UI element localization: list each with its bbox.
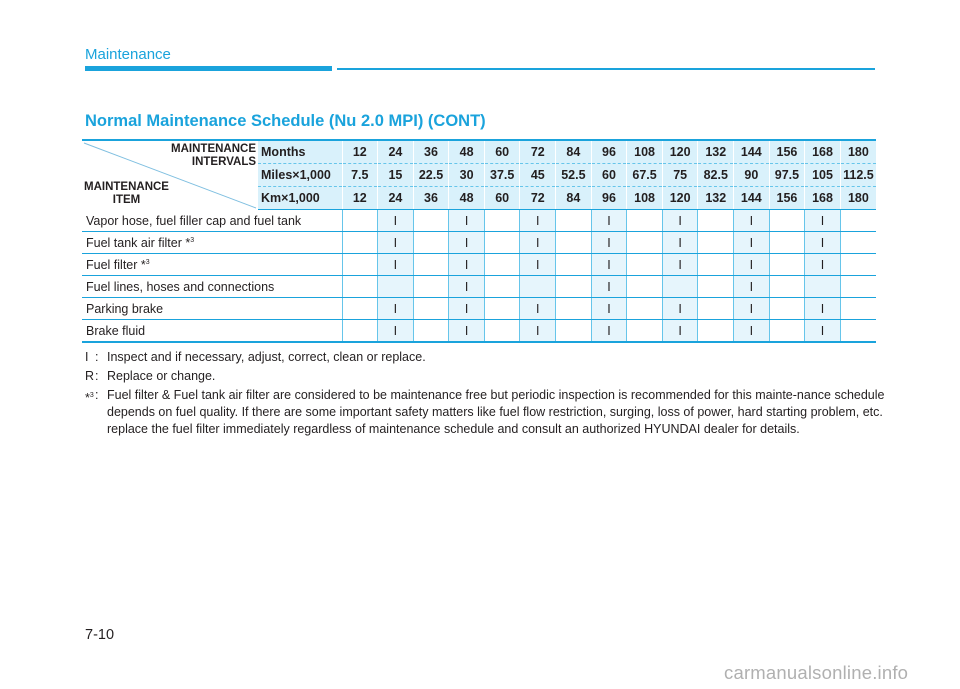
interval-value: 156: [769, 187, 805, 210]
interval-value: 48: [449, 187, 485, 210]
schedule-cell: I: [805, 232, 841, 254]
interval-value: 132: [698, 187, 734, 210]
schedule-cell: [840, 210, 876, 232]
note-text: Fuel filter & Fuel tank air filter are considered to be maintenance free but periodic inspection is recommended for this mainte-nance schedule depends on fuel quality. If there are some important safety matters like fuel flow restriction, surging, loss of power, hard starting problem, etc. replace the fuel filter immediately regardless of maintenance schedule and consult an authorized HYUNDAI dealer for details.: [107, 388, 885, 436]
header-rule-thin: [337, 68, 875, 70]
schedule-cell: [769, 254, 805, 276]
schedule-cell: I: [591, 298, 627, 320]
schedule-cell: I: [734, 210, 770, 232]
schedule-cell: I: [520, 298, 556, 320]
schedule-cell: [627, 232, 663, 254]
schedule-cell: [769, 298, 805, 320]
schedule-cell: I: [520, 254, 556, 276]
interval-value: 156: [769, 140, 805, 164]
interval-value: 75: [662, 164, 698, 187]
schedule-cell: I: [378, 254, 414, 276]
schedule-cell: I: [734, 298, 770, 320]
table-corner-header: [82, 140, 258, 210]
schedule-cell: I: [449, 320, 485, 343]
schedule-cell: [556, 298, 592, 320]
schedule-cell: [413, 298, 449, 320]
schedule-cell: I: [449, 298, 485, 320]
schedule-cell: I: [591, 320, 627, 343]
interval-value: 24: [378, 187, 414, 210]
interval-value: 96: [591, 187, 627, 210]
note: I : Inspect and if necessary, adjust, correct, clean or replace.: [85, 349, 885, 366]
schedule-cell: [342, 276, 378, 298]
schedule-cell: I: [662, 232, 698, 254]
header-rule-thick: [85, 66, 332, 71]
schedule-cell: [556, 254, 592, 276]
schedule-cell: I: [734, 232, 770, 254]
note-key: R: [85, 369, 95, 383]
note-text: Inspect and if necessary, adjust, correct, clean or replace.: [107, 350, 426, 364]
section-title: Maintenance: [85, 46, 171, 63]
maintenance-item: Vapor hose, fuel filler cap and fuel tank: [82, 210, 342, 232]
schedule-cell: [662, 276, 698, 298]
schedule-cell: [484, 254, 520, 276]
note-key: I: [85, 350, 89, 364]
note: R : Replace or change.: [85, 368, 885, 385]
interval-value: 60: [484, 187, 520, 210]
schedule-cell: [556, 320, 592, 343]
schedule-cell: [698, 320, 734, 343]
schedule-cell: [840, 276, 876, 298]
schedule-cell: I: [662, 210, 698, 232]
table-row: [82, 254, 876, 276]
schedule-cell: [840, 320, 876, 343]
schedule-cell: [556, 210, 592, 232]
interval-value: 120: [662, 140, 698, 164]
schedule-cell: [627, 254, 663, 276]
schedule-cell: [484, 320, 520, 343]
interval-value: 180: [840, 140, 876, 164]
maintenance-schedule-table: [82, 139, 876, 343]
interval-value: 67.5: [627, 164, 663, 187]
schedule-cell: I: [520, 232, 556, 254]
schedule-cell: I: [591, 232, 627, 254]
interval-value: 37.5: [484, 164, 520, 187]
interval-value: 48: [449, 140, 485, 164]
maintenance-item: Parking brake: [82, 298, 342, 320]
maintenance-item: Fuel filter *$^3$: [82, 254, 342, 276]
corner-intervals-label: MAINTENANCE INTERVALS: [171, 143, 257, 168]
table-row: [82, 210, 876, 232]
interval-value: 90: [734, 164, 770, 187]
schedule-cell: [627, 320, 663, 343]
schedule-cell: I: [449, 210, 485, 232]
interval-unit-label: Months: [258, 140, 342, 164]
interval-value: 45: [520, 164, 556, 187]
interval-value: 36: [413, 187, 449, 210]
table-row: [82, 276, 876, 298]
schedule-cell: I: [520, 210, 556, 232]
interval-value: 12: [342, 140, 378, 164]
schedule-cell: [484, 276, 520, 298]
schedule-cell: I: [734, 276, 770, 298]
schedule-cell: [769, 232, 805, 254]
schedule-cell: [413, 254, 449, 276]
interval-value: 96: [591, 140, 627, 164]
interval-value: 60: [591, 164, 627, 187]
schedule-cell: [627, 210, 663, 232]
interval-value: 22.5: [413, 164, 449, 187]
interval-value: 180: [840, 187, 876, 210]
interval-value: 30: [449, 164, 485, 187]
interval-value: 82.5: [698, 164, 734, 187]
interval-value: 112.5: [840, 164, 876, 187]
interval-value: 120: [662, 187, 698, 210]
interval-unit-label: Km×1,000: [258, 187, 342, 210]
table-row: [82, 298, 876, 320]
schedule-cell: [840, 298, 876, 320]
schedule-cell: I: [734, 320, 770, 343]
schedule-cell: I: [805, 298, 841, 320]
schedule-cell: [413, 320, 449, 343]
table-row: [82, 320, 876, 343]
interval-value: 24: [378, 140, 414, 164]
schedule-cell: [627, 276, 663, 298]
schedule-cell: [698, 232, 734, 254]
maintenance-item: Fuel tank air filter *$^3$: [82, 232, 342, 254]
interval-value: 84: [556, 187, 592, 210]
watermark: carmanualsonline.info: [724, 662, 909, 683]
interval-value: 168: [805, 140, 841, 164]
schedule-cell: [840, 254, 876, 276]
schedule-cell: [698, 254, 734, 276]
note: *$^3$ : Fuel filter & Fuel tank air filter are considered to be maintenance free but periodic inspection is recommended for this mainte-nance schedule depends on fuel quality. If there are some important safety matters like fuel flow restriction, surging, loss of power, hard starting problem, etc. replace the fuel filter immediately regardless of maintenance schedule and consult an authorized HYUNDAI dealer for details.: [85, 388, 885, 436]
schedule-cell: [342, 254, 378, 276]
maintenance-item: Fuel lines, hoses and connections: [82, 276, 342, 298]
schedule-cell: [627, 298, 663, 320]
interval-value: 72: [520, 187, 556, 210]
schedule-cell: [378, 276, 414, 298]
schedule-cell: I: [520, 320, 556, 343]
schedule-cell: [413, 210, 449, 232]
table-row: [82, 232, 876, 254]
schedule-cell: [840, 232, 876, 254]
interval-value: 105: [805, 164, 841, 187]
schedule-cell: [484, 210, 520, 232]
schedule-cell: I: [378, 320, 414, 343]
interval-value: 108: [627, 187, 663, 210]
note-key: *$^3$: [85, 391, 94, 406]
schedule-cell: I: [449, 232, 485, 254]
page-number: 7-10: [85, 627, 115, 643]
interval-value: 84: [556, 140, 592, 164]
schedule-cell: I: [449, 254, 485, 276]
schedule-cell: I: [662, 320, 698, 343]
schedule-cell: I: [449, 276, 485, 298]
schedule-cell: [484, 232, 520, 254]
interval-value: 12: [342, 187, 378, 210]
table-title: Normal Maintenance Schedule (Nu 2.0 MPI) (CONT): [85, 112, 486, 130]
interval-value: 108: [627, 140, 663, 164]
schedule-cell: I: [662, 298, 698, 320]
interval-unit-label: Miles×1,000: [258, 164, 342, 187]
schedule-cell: [556, 276, 592, 298]
schedule-cell: I: [378, 210, 414, 232]
schedule-cell: I: [662, 254, 698, 276]
schedule-cell: I: [805, 254, 841, 276]
note-text: Replace or change.: [107, 369, 216, 383]
notes: [85, 349, 885, 440]
interval-value: 168: [805, 187, 841, 210]
maintenance-item: Brake fluid: [82, 320, 342, 343]
corner-item-label: MAINTENANCE ITEM: [84, 181, 169, 206]
interval-value: 60: [484, 140, 520, 164]
schedule-cell: I: [591, 210, 627, 232]
schedule-cell: [342, 320, 378, 343]
interval-value: 7.5: [342, 164, 378, 187]
schedule-cell: [769, 276, 805, 298]
schedule-cell: [342, 298, 378, 320]
schedule-cell: I: [591, 254, 627, 276]
schedule-cell: [413, 232, 449, 254]
schedule-cell: [484, 298, 520, 320]
schedule-cell: [769, 320, 805, 343]
schedule-cell: [769, 210, 805, 232]
interval-value: 144: [734, 140, 770, 164]
interval-value: 72: [520, 140, 556, 164]
schedule-cell: [520, 276, 556, 298]
schedule-cell: I: [378, 298, 414, 320]
schedule-cell: I: [805, 320, 841, 343]
interval-value: 15: [378, 164, 414, 187]
schedule-cell: I: [805, 210, 841, 232]
interval-value: 36: [413, 140, 449, 164]
schedule-cell: [342, 232, 378, 254]
schedule-cell: [805, 276, 841, 298]
schedule-cell: I: [734, 254, 770, 276]
schedule-cell: [556, 232, 592, 254]
header-row: [82, 140, 876, 164]
interval-value: 144: [734, 187, 770, 210]
schedule-cell: [698, 210, 734, 232]
interval-value: 132: [698, 140, 734, 164]
interval-value: 52.5: [556, 164, 592, 187]
schedule-cell: [413, 276, 449, 298]
interval-value: 97.5: [769, 164, 805, 187]
schedule-cell: [342, 210, 378, 232]
schedule-cell: I: [378, 232, 414, 254]
schedule-cell: [698, 298, 734, 320]
schedule-cell: I: [591, 276, 627, 298]
schedule-cell: [698, 276, 734, 298]
